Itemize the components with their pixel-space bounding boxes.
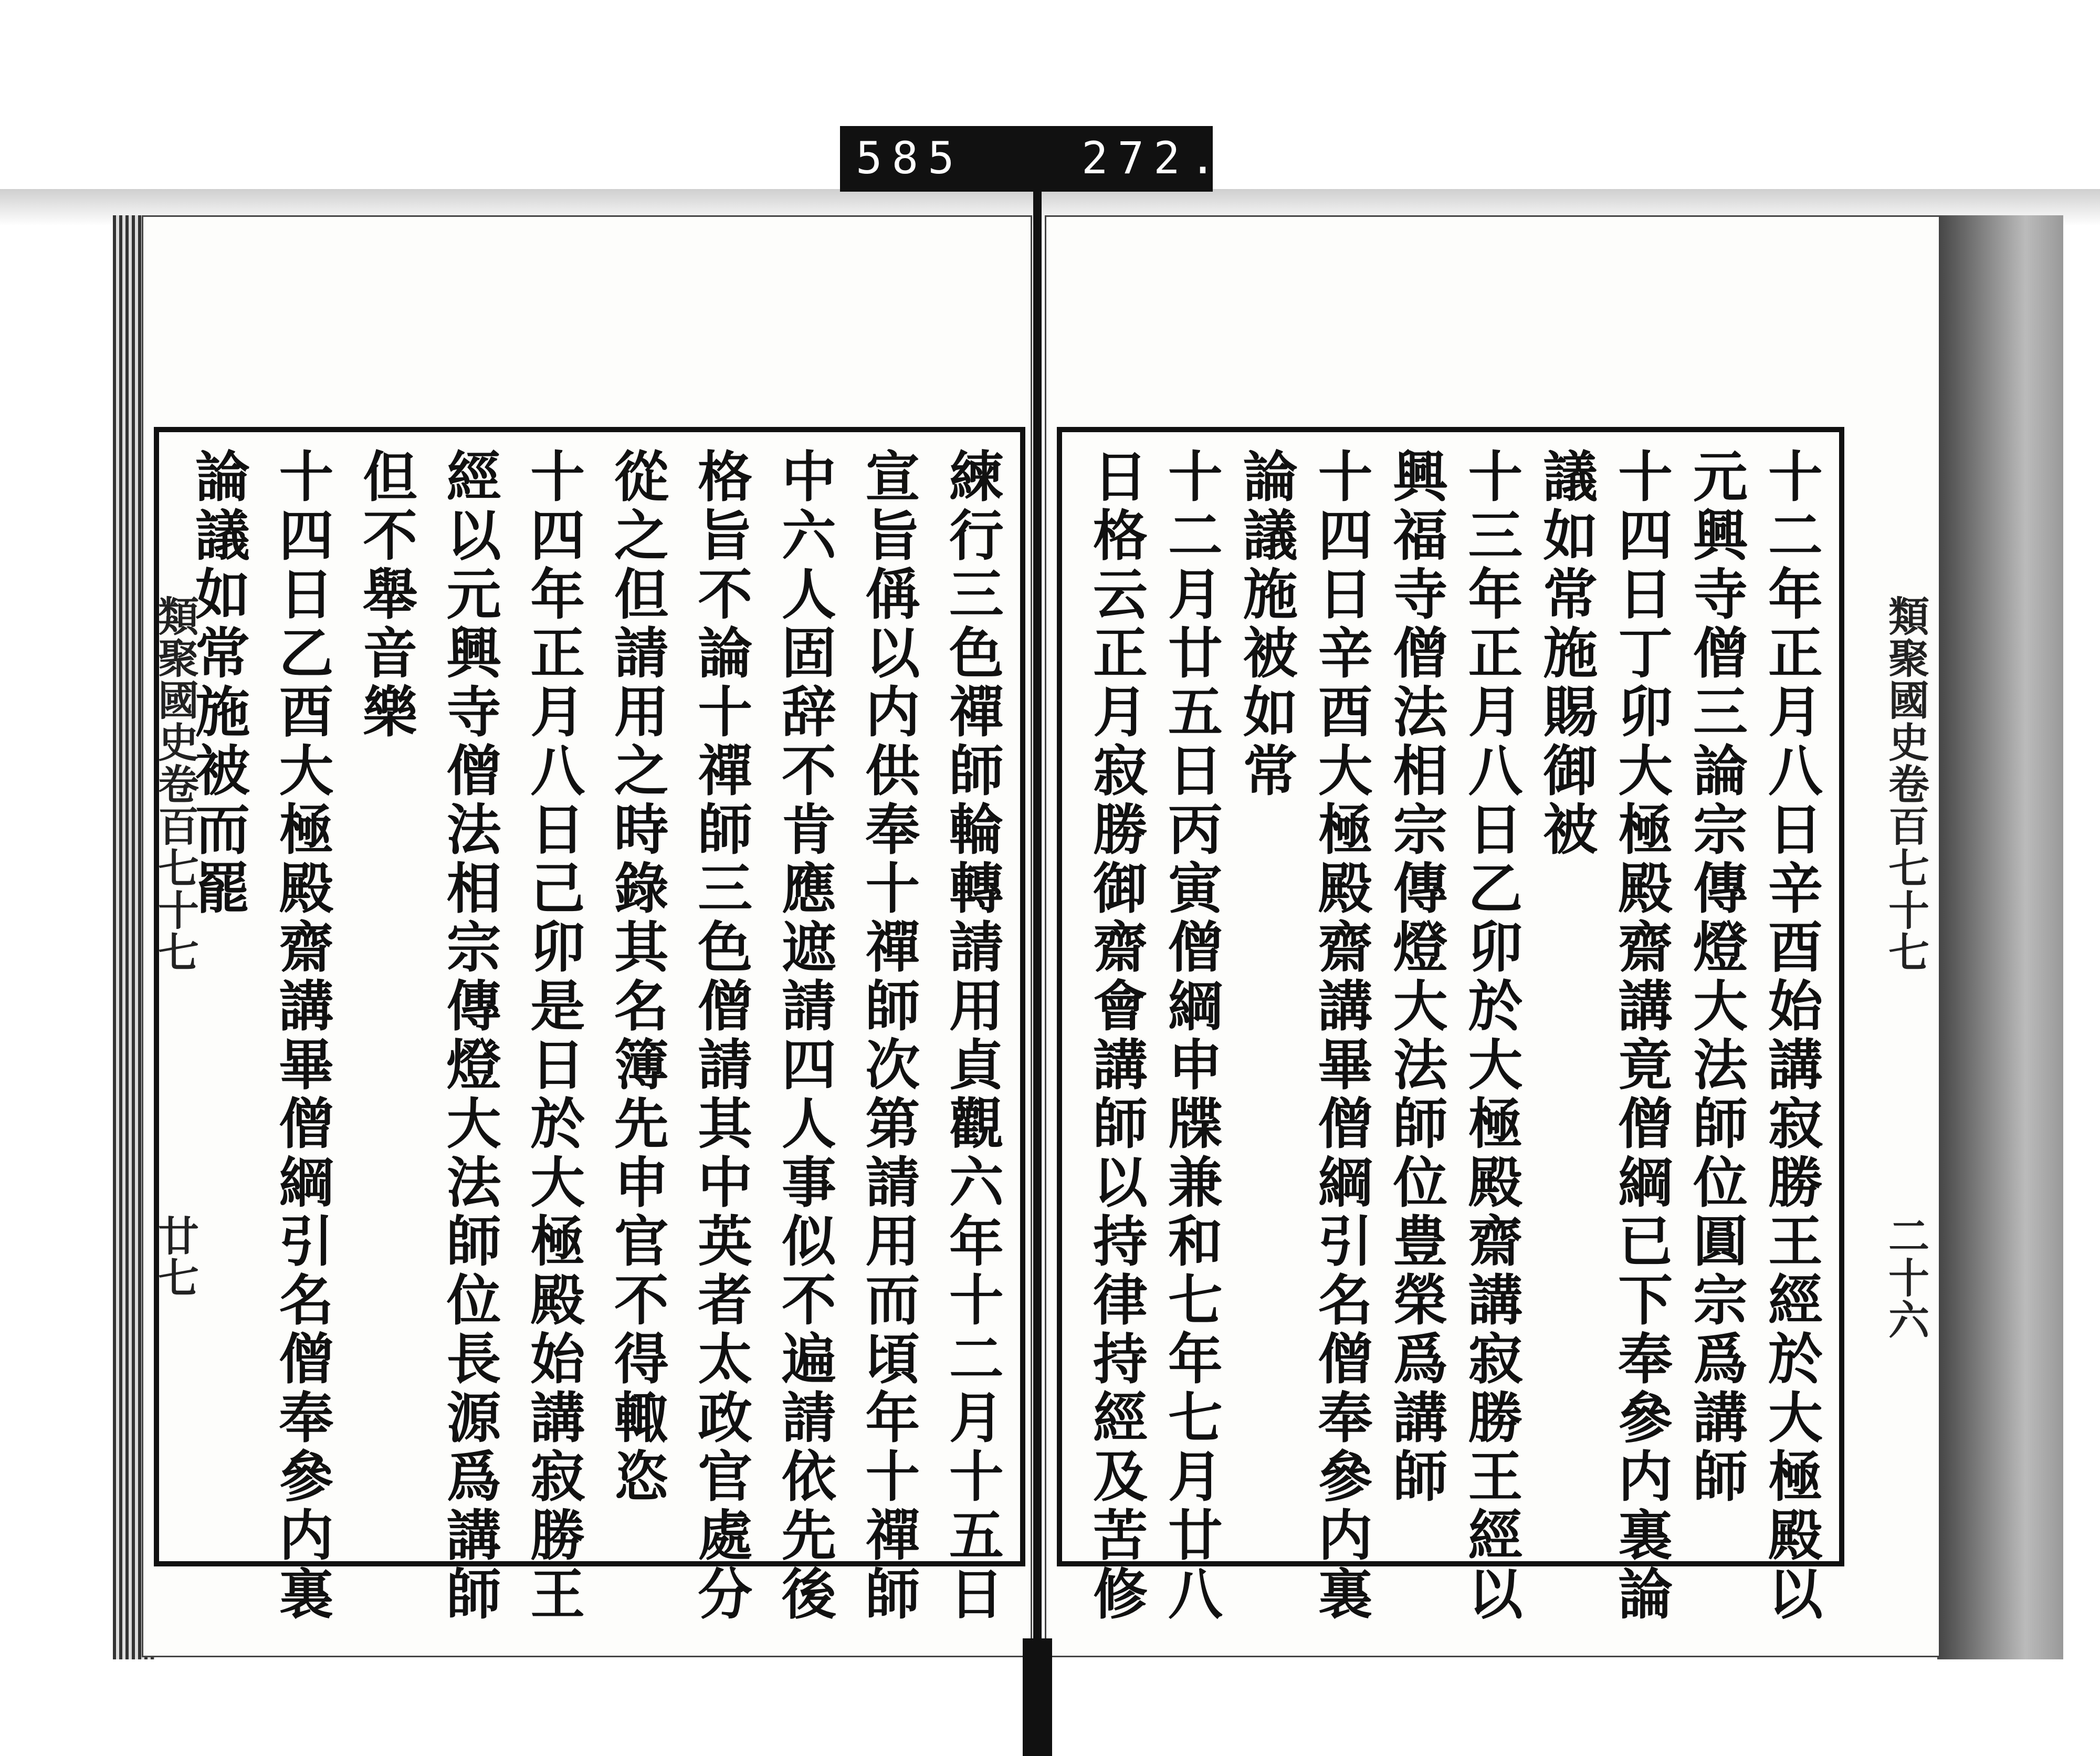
frame-left-number: 585 <box>856 132 964 184</box>
left-folio-number: 廿七 <box>151 1215 199 1299</box>
right-folio-number: 二十六 <box>1882 1215 1929 1341</box>
left-text-columns <box>186 448 1004 1624</box>
right-col-9: 十二月廿五日丙寅僧綱申牒兼和七年七月廿八 <box>1158 448 1223 1624</box>
right-col-7: 十四日辛酉大極殿齋講畢僧綱引名僧奉參内裏 <box>1308 448 1373 1624</box>
right-book-edge <box>1937 215 2063 1659</box>
frame-right-number: 272. <box>1082 132 1226 184</box>
left-margin-title: 類聚國史卷百七十七 <box>151 595 199 973</box>
right-col-4: 議如常施賜御被 <box>1534 448 1599 860</box>
right-col-5: 十三年正月八日乙卯於大極殿齋講寂勝王經以 <box>1458 448 1524 1624</box>
left-col-2: 宣旨偁以内供奉十禪師次第請用而頃年十禪師 <box>856 448 921 1624</box>
right-page <box>1045 215 1940 1657</box>
left-col-8: 但不舉音樂 <box>353 448 418 742</box>
right-text-columns <box>1084 448 1823 1624</box>
right-col-8: 論議施被如常 <box>1233 448 1298 801</box>
left-page <box>142 215 1032 1657</box>
left-col-4: 格旨不論十禪師三色僧請其中英者太政官處分 <box>688 448 753 1624</box>
right-col-6: 興福寺僧法相宗傳燈大法師位豊榮爲講師 <box>1383 448 1448 1507</box>
left-col-1: 練行三色禪師輪轉請用貞觀六年十二月十五日 <box>939 448 1004 1624</box>
right-margin-title: 類聚國史卷百七十七 <box>1882 595 1929 973</box>
left-col-9: 十四日乙酉大極殿齋講畢僧綱引名僧奉參内裏 <box>269 448 334 1624</box>
left-col-3: 中六人固辞不肯應遮請四人事似不遍請依先後 <box>772 448 837 1624</box>
right-col-2: 元興寺僧三論宗傳燈大法師位圓宗爲講師 <box>1684 448 1748 1507</box>
right-col-3: 十四日丁卯大極殿齋講竟僧綱已下奉參内裏論 <box>1609 448 1674 1624</box>
book-spine <box>1033 184 1042 1756</box>
right-col-10: 日格云正月寂勝御齋會講師以持律持經及苦修 <box>1084 448 1148 1624</box>
frame-number-label <box>840 126 1226 192</box>
left-col-5: 從之但請用之時錄其名簿先申官不得輙恣 <box>604 448 669 1507</box>
right-text-frame <box>1057 427 1844 1624</box>
left-col-6: 十四年正月八日己卯是日於大極殿始講寂勝王 <box>521 448 586 1624</box>
left-col-10: 論議如常施被而罷 <box>186 448 250 918</box>
left-col-7: 經以元興寺僧法相宗傳燈大法師位長源爲講師 <box>437 448 502 1624</box>
spine-bottom-tab <box>1023 1638 1052 1756</box>
left-text-frame <box>154 427 1025 1624</box>
right-col-1: 十二年正月八日辛酉始講寂勝王經於大極殿以 <box>1758 448 1823 1624</box>
